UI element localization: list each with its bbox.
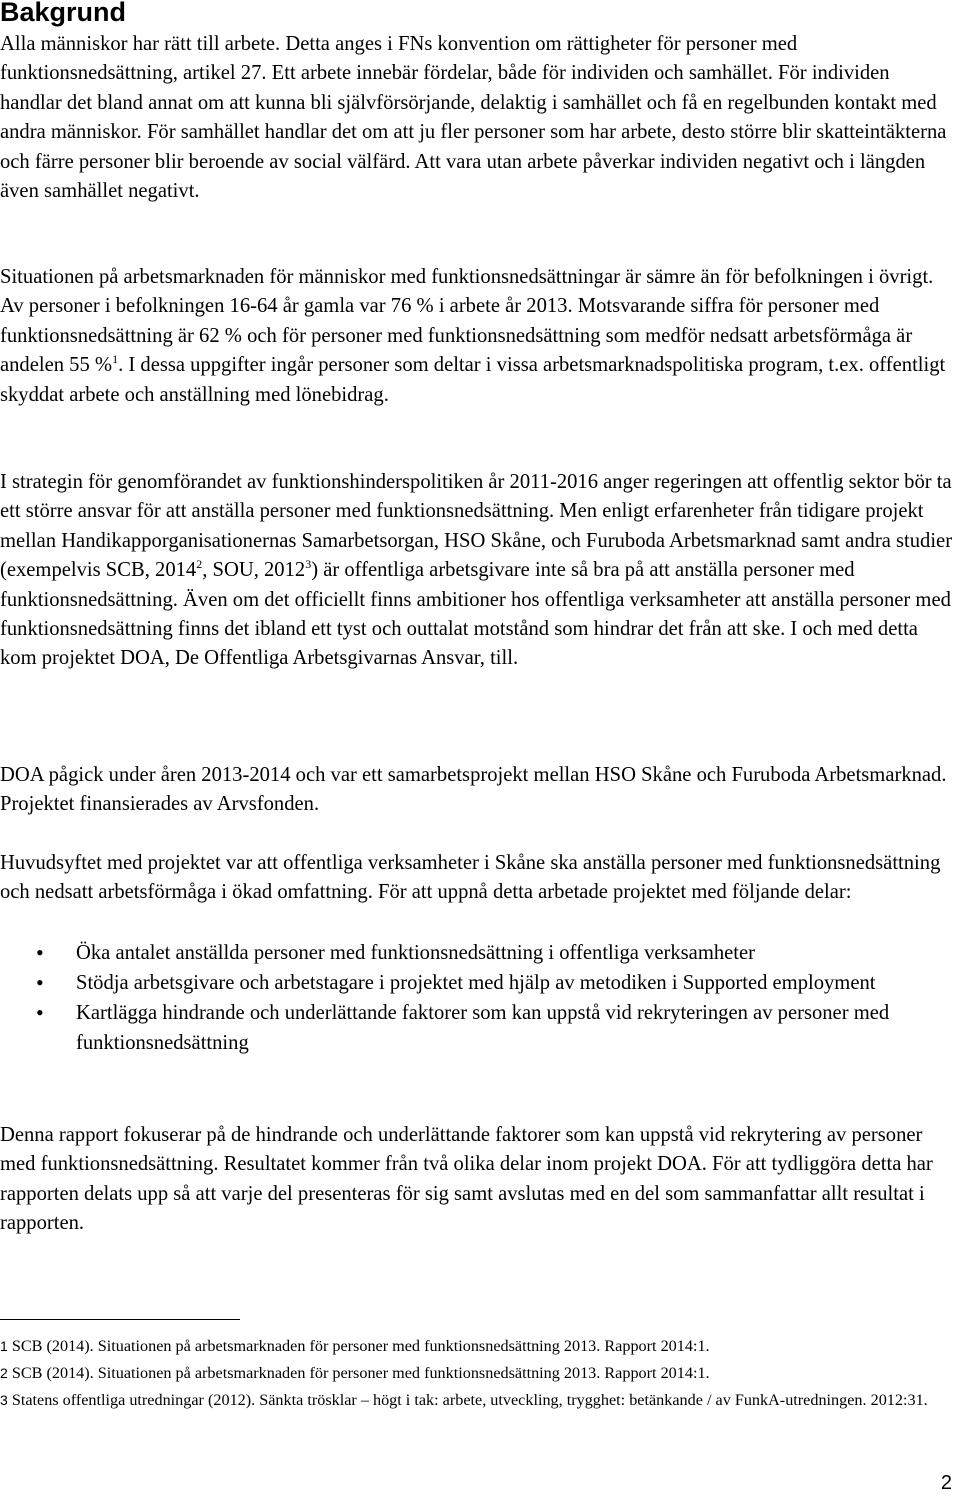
list-item	[0, 938, 956, 968]
list-item-text: Kartlägga hindrande och underlättande faktorer som kan uppstå vid rekryteringen av personer med funktionsnedsättning	[76, 1002, 890, 1054]
footnote-mark: 1	[0, 1338, 8, 1354]
paragraph-strategy-text-a: I strategin för genomförandet av funktionshinderspolitiken år 2011-2016 anger regeringen att offentlig sektor bör ta ett större ansvar för att anställa personer med funktionsnedsättning. Men enligt erfarenheter från tidigare projekt mellan Handikapporganisationernas Samarbetsorgan, HSO Skåne, och Furuboda Arbetsmarknad samt andra studier (exempelvis SCB, 2014	[0, 471, 953, 582]
paragraph-labour-market-text-b: . I dessa uppgifter ingår personer som deltar i vissa arbetsmarknadspolitiska program, t.ex. offentligt skyddat arbete och anställning med lönebidrag.	[0, 354, 946, 406]
list-item-text: Öka antalet anställda personer med funktionsnedsättning i offentliga verksamheter	[76, 942, 756, 964]
section-heading: Bakgrund	[0, 0, 127, 27]
paragraph-labour-market	[0, 263, 956, 410]
paragraph-labour-market-text-a: Situationen på arbetsmarknaden för människor med funktionsnedsättningar är sämre än för befolkningen i övrigt. Av personer i befolkningen 16-64 år gamla var 76 % i arbete år 2013. Motsvarande siffra för personer med funktionsnedsättning är 62 % och för personer med funktionsnedsättning som medför nedsatt arbetsförmåga är andelen 55 %	[0, 266, 934, 377]
bullet-icon: •	[36, 970, 44, 995]
footnote-divider	[0, 1319, 240, 1320]
paragraph-intro	[0, 30, 956, 206]
footnote-3	[0, 1389, 956, 1412]
footnote-ref-3[interactable]: 3	[305, 557, 312, 572]
footnote-text: SCB (2014). Situationen på arbetsmarknaden för personer med funktionsnedsättning 2013. Rapport 2014:1.	[7, 1364, 710, 1382]
footnote-2	[0, 1362, 956, 1385]
paragraph-purpose: Huvudsyftet med projektet var att offentliga verksamheter i Skåne ska anställa personer med funktionsnedsättning och nedsatt arbetsförmåga i ökad omfattning. För att uppnå detta arbetade projektet med följande delar:	[0, 852, 941, 904]
bullet-icon: •	[36, 1000, 44, 1025]
paragraph-strategy	[0, 468, 956, 674]
footnote-text: Statens offentliga utredningar (2012). Sänkta trösklar – högt i tak: arbete, utveckling, trygghet: betänkande / av FunkA-utredningen. 2012:31.	[7, 1391, 928, 1409]
list-item	[0, 998, 956, 1058]
paragraph-strategy-text-b: , SOU, 2012	[202, 559, 306, 582]
paragraph-report: Denna rapport fokuserar på de hindrande och underlättande faktorer som kan uppstå vid rekrytering av personer med funktionsnedsättning. Resultatet kommer från två olika delar inom projekt DOA. För att tydliggöra detta har rapporten delats upp så att varje del presenteras för sig samt avslutas med en del som sammanfattar allt resultat i rapporten.	[0, 1124, 933, 1235]
bullet-icon: •	[36, 940, 44, 965]
paragraph-strategy-text-c: ) är offentliga arbetsgivare inte så bra på att anställa personer med funktionsnedsättning. Även om det officiellt finns ambitioner hos offentliga verksamheter att anställa personer med funktionsnedsättning finns det ibland ett tyst och outtalat motstånd som hindrar det från att ske. I och med detta kom projektet DOA, De Offentliga Arbetsgivarnas Ansvar, till.	[0, 559, 951, 670]
page-number: 2	[940, 1472, 952, 1494]
paragraph-intro-text: Alla människor har rätt till arbete. Detta anges i FNs konvention om rättigheter för personer med funktionsnedsättning, artikel 27. Ett arbete innebär fördelar, både för individen och samhället. För individen handlar det bland annat om att kunna bli självförsörjande, delaktig i samhället och få en regelbunden kontakt med andra människor. För samhället handlar det om att ju fler personer som har arbete, desto större blir skatteintäkterna och färre personer blir beroende av social välfärd. Att vara utan arbete påverkar individen negativt och i längden även samhället negativt.	[0, 33, 947, 203]
paragraph-doa: DOA pågick under åren 2013-2014 och var ett samarbetsprojekt mellan HSO Skåne och Furuboda Arbetsmarknad. Projektet finansierades av Arvsfonden.	[0, 764, 947, 816]
footnote-ref-1[interactable]: 1	[112, 352, 119, 367]
footnote-text: SCB (2014). Situationen på arbetsmarknaden för personer med funktionsnedsättning 2013. Rapport 2014:1.	[7, 1337, 710, 1355]
footnote-mark: 2	[0, 1365, 8, 1381]
list-item	[0, 968, 956, 998]
bullet-list	[0, 938, 956, 1058]
footnote-1	[0, 1335, 956, 1358]
footnote-mark: 3	[0, 1392, 8, 1408]
list-item-text: Stödja arbetsgivare och arbetstagare i projektet med hjälp av metodiken i Supported employment	[76, 972, 876, 994]
footnote-ref-2[interactable]: 2	[196, 557, 203, 572]
